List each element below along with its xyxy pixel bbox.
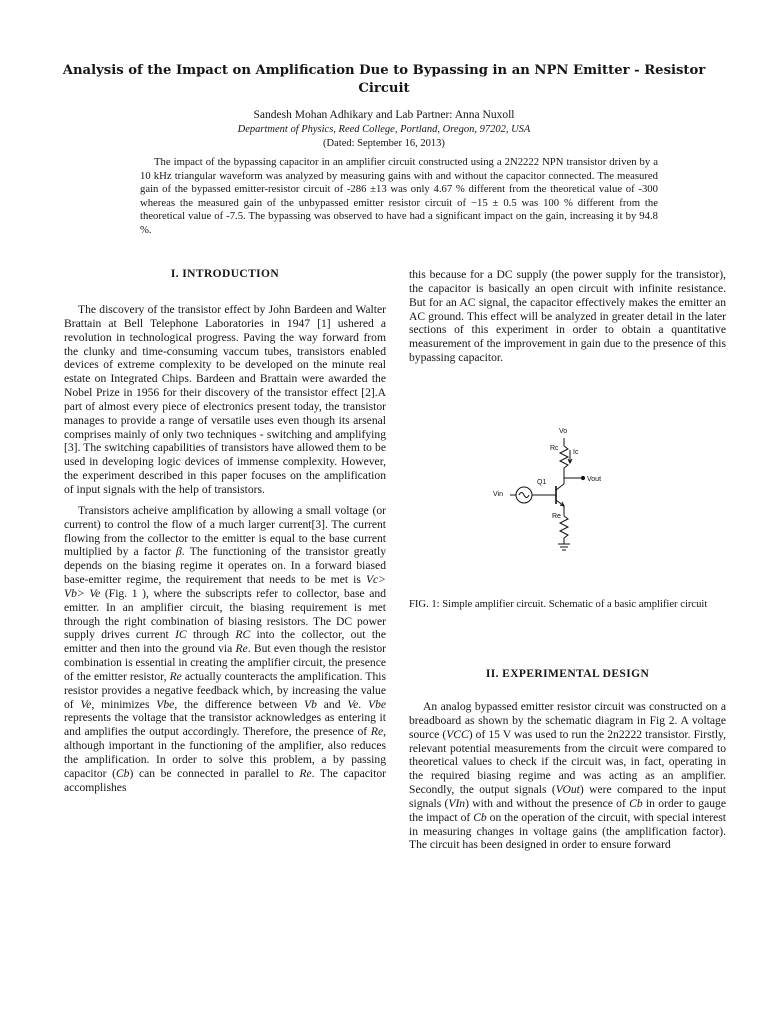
symbol-ve: Ve <box>80 697 92 711</box>
symbol-ic: IC <box>175 628 187 642</box>
text-run: ) with and without the presence of <box>465 796 630 810</box>
right-column-top <box>409 268 726 365</box>
text-run: , minimizes <box>91 697 157 711</box>
author-line: Sandesh Mohan Adhikary and Lab Partner: Anna Nuxoll <box>253 109 515 121</box>
symbol-vbe: Vbe <box>156 697 175 711</box>
symbol-re: Re <box>370 725 384 739</box>
text-run: . But even though the resistor combination is essential in creating the amplifier circuit, the presence of the emitter resistor, <box>64 642 386 683</box>
text-run: through <box>186 628 236 642</box>
symbol-rc: RC <box>235 628 251 642</box>
text-run: , although important in the functioning of the amplifier, also reduces the amplification. In order to solve this problem, a by passing capacitor ( <box>64 725 386 780</box>
label-q1: Q1 <box>537 479 547 486</box>
left-column <box>64 303 386 795</box>
symbol-re: Re <box>299 766 312 780</box>
symbol-vin: VIn <box>448 796 466 810</box>
intro-paragraph-1: The discovery of the transistor effect by John Bardeen and Walter Brattain at Bell Telephone Laboratories in 1947 [1] ushered a revolution in technological progress. Paving the way forward from the clunky and time-consuming vaccum tubes, transistors enabled devices of extreme complexity to be developed on the minute real estate on Integrated Chips. Bardeen and Brattain were awarded the Nobel Prize in 1956 for their discovery of the transistor effect [2].A part of almost every piece of electronics present today, the transistor manages to provide a range of versatile uses even though its arsenal comprises mainly of only two techniques - switching and amplifying [3]. The switching capabilities of transistors have allowed them to be used in developing logic devices of immense complexity. However, the experiment described in this paper focuses on the amplification of input signals with the help of transistors. <box>64 303 386 496</box>
symbol-re: Re <box>169 669 182 683</box>
section-heading-text: II. EXPERIMENTAL DESIGN <box>485 668 650 680</box>
text-run: , the difference between <box>174 697 305 711</box>
text-run: An analog bypassed emitter resistor circuit was constructed on a breadboard as shown by the schematic diagram in Fig 2. A voltage source ( <box>409 700 726 741</box>
bias-condition: Vc> Vb> Ve <box>64 573 386 600</box>
text-run: into the collector, out the emitter and then into the ground via <box>64 628 386 656</box>
text-run: ) can be connected in parallel to <box>129 766 300 780</box>
symbol-cb: Cb <box>473 810 487 824</box>
design-paragraph <box>409 700 726 852</box>
text-run: and <box>316 697 348 711</box>
text-run: represents the voltage that the transistor acknowledges as entering it and amplifies the output accordingly. Therefore, the presence of <box>64 711 386 739</box>
abstract: The impact of the bypassing capacitor in an amplifier circuit constructed using a 2N2222 NPN transistor driven by a 10 kHz triangular waveform was analyzed by measuring gains with and without the capacitor connected. The measured gain of the bypassed emitter-resistor circuit of -286 ±13 was only 4.67 % different from the theoretical value of -300 whereas the measured gain of the unbypassed emitter resistor circuit of −15 ± 0.5 was 100 % different from the theoretical value of -7.5. The bypassing was observed to have had a significant impact on the gain, increasing it by 94.8 %. <box>140 156 658 236</box>
amplifier-circuit-figure <box>480 420 630 560</box>
label-vout: Vout <box>587 476 602 483</box>
symbol-re: Re <box>235 642 248 656</box>
label-rc: Rc <box>550 445 559 452</box>
symbol-vout: VOut <box>555 783 580 797</box>
text-run: in order to gauge the impact of <box>409 796 726 824</box>
label-re: Re <box>552 513 561 520</box>
symbol-cb: Cb <box>115 766 130 780</box>
re-resistor <box>560 516 568 538</box>
text-run: ) were compared to the input signals ( <box>409 783 726 810</box>
label-vo: Vo <box>559 428 568 435</box>
affiliation: Department of Physics, Reed College, Portland, Oregon, 97202, USA <box>237 124 531 135</box>
text-run: . The functioning of the transistor greatly depends on the biasing regime it operates on. In a forward biased base-emitter regime, the requirement that needs to be met is <box>64 545 386 587</box>
intro-paragraph-continued: this because for a DC supply (the power supply for the transistor), the capacitor is basically an open circuit with infinite resistance. But for an AC signal, the capacitor effectively makes the emitter an AC ground. This effect will be analyzed in greater detail in the later sections of this experiment in order to obtain a quantitative measurement of the improvement in gain due to the presence of this bypassing capacitor. <box>409 268 726 365</box>
symbol-cb: Cb <box>629 796 643 810</box>
ac-wave <box>519 493 529 498</box>
section-heading-introduction <box>64 268 386 280</box>
label-vin: Vin <box>493 491 503 498</box>
beta-symbol: β <box>175 545 182 559</box>
text-run: ) of 15 V was used to run the 2n2222 transistor. Firstly, relevant potential measurements from the circuit were compared to theoretical values to check if the circuit was, in fact, operating in the required biasing regime and was acting as an amplifier. Secondly, the output signals ( <box>409 727 726 797</box>
symbol-vcc: VCC <box>446 727 469 741</box>
figure-caption: FIG. 1: Simple amplifier circuit. Schematic of a basic amplifier circuit <box>409 599 708 610</box>
output-node <box>581 476 584 479</box>
section-heading-text: I. INTRODUCTION <box>170 268 280 280</box>
text-run: . The capacitor accomplishes <box>64 766 387 794</box>
text-run: Transistors acheive amplification by allowing a small voltage (or current) to control the flow of a much larger current[3]. The current flowing from the collector to the emitter is equal to the base current multiplied by a factor <box>64 503 386 559</box>
symbol-vbe: Vbe <box>367 697 387 711</box>
section-heading-experimental-design <box>409 668 726 680</box>
symbol-vb: Vb <box>304 697 317 711</box>
date-line: (Dated: September 16, 2013) <box>323 138 445 149</box>
paper-title: Analysis of the Impact on Amplification Due to Bypassing in an NPN Emitter - Resistor Circuit <box>62 63 706 96</box>
symbol-ve: Ve <box>347 697 359 711</box>
text-run: (Fig. 1 ), where the subscripts refer to collector, base and emitter. In an amplifier circuit, the biasing requirement is met through the right combination of biasing resistors. The DC power supply drives current <box>64 586 387 642</box>
rc-resistor <box>560 446 568 468</box>
right-column-bottom <box>409 700 726 852</box>
transistor-collector-lead <box>556 484 564 490</box>
text-run: on the operation of the circuit, with special interest in measuring changes in voltage gains (the amplification factor). The circuit has been designed in order to ensure forward <box>409 810 726 852</box>
text-run: actually counteracts the amplification. This resistor provides a negative feedback which, by increasing the value of <box>64 669 386 711</box>
text-run: . <box>358 697 368 711</box>
label-ic: Ic <box>573 449 579 456</box>
intro-paragraph-2 <box>64 504 386 795</box>
